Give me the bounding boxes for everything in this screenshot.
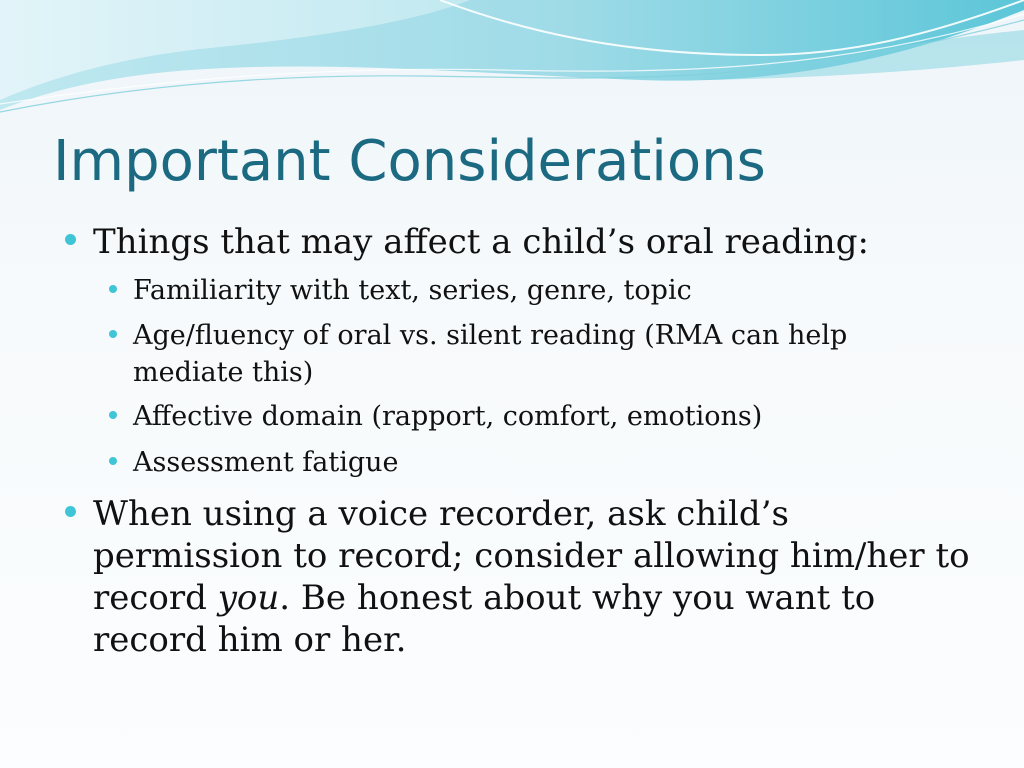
bullet-text: Age/fluency of oral vs. silent reading (RMA can help mediate this) bbox=[133, 320, 848, 388]
bullet-text-part: . Be honest about why you want to record him or her. bbox=[93, 578, 876, 660]
bullet-dot-icon bbox=[109, 457, 117, 465]
slide-title: Important Considerations bbox=[53, 129, 766, 194]
header-wave-decoration bbox=[0, 0, 1024, 130]
bullet-level2 bbox=[133, 272, 933, 309]
bullet-level2 bbox=[133, 398, 933, 435]
bullet-dot-icon bbox=[109, 285, 117, 293]
bullet-text: Affective domain (rapport, comfort, emotions) bbox=[133, 401, 763, 432]
bullet-text-emphasis: you bbox=[217, 578, 280, 618]
bullet-text: Familiarity with text, series, genre, topic bbox=[133, 275, 692, 306]
bullet-dot-icon bbox=[109, 411, 117, 419]
bullet-text-part: When using a voice recorder, ask child’s permission to record; consider allowing him/her to record bbox=[93, 494, 970, 618]
bullet-level2 bbox=[133, 317, 923, 391]
bullet-level1 bbox=[93, 221, 973, 263]
bullet-dot-icon bbox=[65, 506, 76, 517]
bullet-dot-icon bbox=[65, 234, 76, 245]
bullet-text: Things that may affect a child’s oral reading: bbox=[93, 222, 869, 262]
bullet-text: Assessment fatigue bbox=[133, 447, 399, 478]
bullet-level2 bbox=[133, 444, 933, 481]
bullet-dot-icon bbox=[109, 330, 117, 338]
bullet-level1 bbox=[93, 493, 973, 661]
